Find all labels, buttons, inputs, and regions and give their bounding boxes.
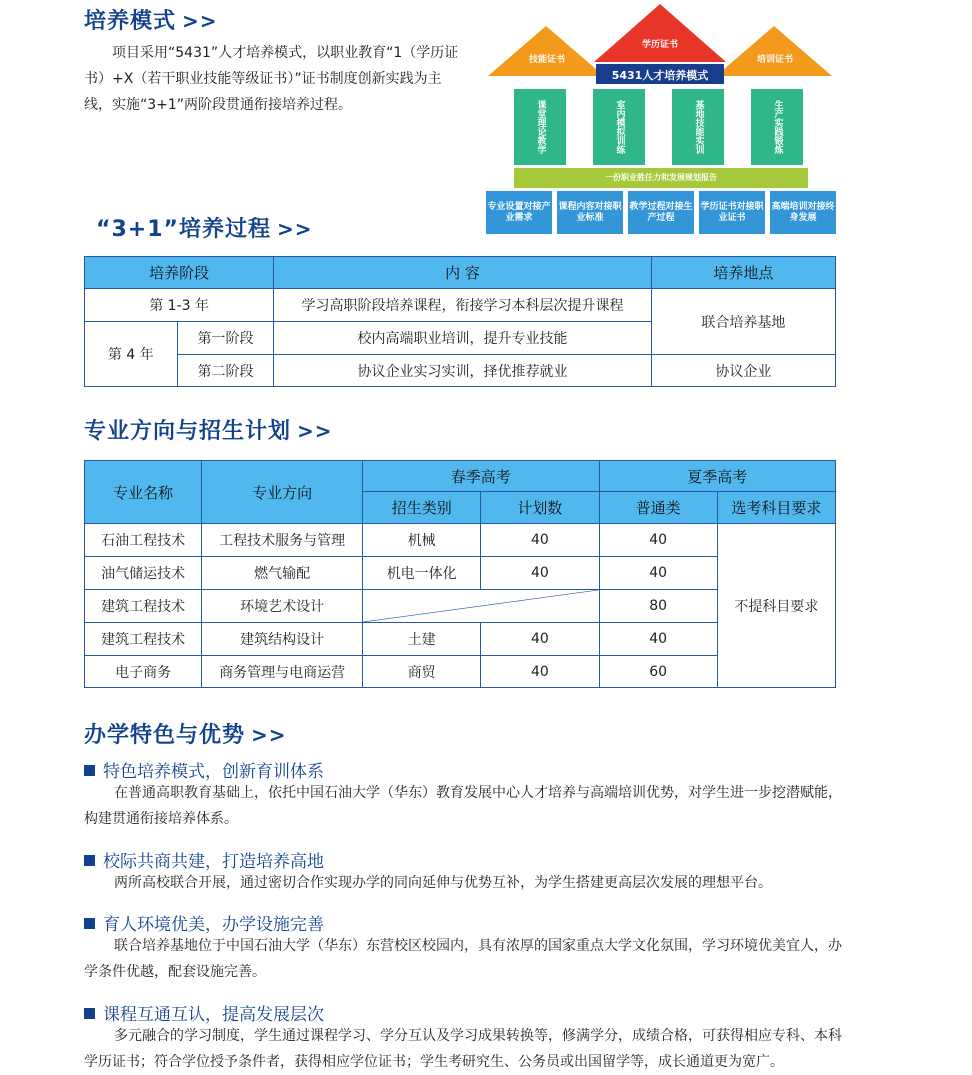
cell-category: 商贸 (363, 656, 481, 688)
header-major: 专业名称 (85, 461, 202, 524)
cell-category: 机电一体化 (363, 557, 481, 590)
cell-major: 电子商务 (85, 656, 202, 688)
title-arrow: >> (297, 419, 333, 443)
training-model-diagram (486, 0, 836, 240)
cell-major: 油气储运技术 (85, 557, 202, 590)
cell-general: 60 (599, 656, 717, 688)
title-text: 专业方向与招生计划 (84, 419, 292, 444)
header-place: 培养地点 (651, 257, 835, 289)
base-box-5: 高端培训对接终身发展 (770, 191, 836, 234)
header-plan: 计划数 (481, 492, 599, 524)
cell-place: 联合培养基地 (651, 289, 835, 355)
square-bullet-icon (84, 855, 95, 866)
cell-general: 80 (599, 590, 717, 623)
base-box-2: 课程内容对接职业标准 (557, 191, 623, 234)
square-bullet-icon (84, 765, 95, 776)
table-row (85, 524, 836, 557)
training-mode-paragraph: 项目采用“5431”人才培养模式，以职业教育“1（学历证书）+X（若干职业技能等级证书）”证书制度创新实践为主线，实施“3+1”两阶段贯通衔接培养过程。 (84, 45, 459, 113)
cell-category: 土建 (363, 623, 481, 656)
section-title-training-mode (84, 4, 218, 35)
title-text: 办学特色与优势 (84, 723, 246, 748)
cell-direction: 环境艺术设计 (202, 590, 363, 623)
cell-subject-req: 不提科目要求 (717, 524, 835, 688)
feature-heading-3 (84, 910, 324, 935)
title-text: “3+1”培养过程 (96, 217, 271, 242)
feature-heading-4 (84, 1000, 324, 1025)
cell-direction: 工程技术服务与管理 (202, 524, 363, 557)
pillar-2: 室内模拟训练 (593, 89, 645, 165)
cell-general: 40 (599, 524, 717, 557)
feature-text-2: 两所高校联合开展，通过密切合作实现办学的同向延伸与优势互补，为学生搭建更高层次发展的理想平台。 (114, 875, 772, 891)
heading-text: 课程互通互认，提高发展层次 (103, 1005, 324, 1025)
roof-right-label: 培训证书 (756, 55, 793, 65)
cell-direction: 商务管理与电商运营 (202, 656, 363, 688)
section-title-features (84, 718, 287, 749)
banner-label: 5431人才培养模式 (611, 69, 709, 82)
title-arrow: >> (276, 217, 313, 241)
cell-general: 40 (599, 623, 717, 656)
cell-plan: 40 (481, 524, 599, 557)
cell-plan: 40 (481, 623, 599, 656)
title-arrow: >> (182, 9, 218, 33)
cell-major: 建筑工程技术 (85, 623, 202, 656)
roof-left-label: 技能证书 (528, 55, 565, 65)
cell-general: 40 (599, 557, 717, 590)
base-box-4: 学历证书对接职业证书 (699, 191, 765, 234)
pillar-4: 生产实践锻炼 (751, 89, 803, 165)
cell-category: 机械 (363, 524, 481, 557)
cell-stage: 第二阶段 (177, 355, 274, 387)
majors-table (84, 460, 836, 688)
cell-content: 协议企业实习实训，择优推荐就业 (274, 355, 651, 387)
cell-plan: 40 (481, 656, 599, 688)
heading-text: 特色培养模式，创新育训体系 (103, 762, 324, 782)
cell-year4: 第 4 年 (85, 322, 178, 387)
cell-empty-diagonal (363, 590, 599, 623)
section-title-majors (84, 414, 333, 445)
roof-center-shape (594, 4, 726, 62)
cell-stage: 第一阶段 (177, 322, 274, 355)
header-category: 招生类别 (363, 492, 481, 524)
heading-text: 校际共商共建，打造培养高地 (103, 852, 324, 872)
pillar-3: 基地技能实训 (672, 89, 724, 165)
feature-heading-1 (84, 757, 324, 782)
square-bullet-icon (84, 1008, 95, 1019)
table-row (85, 355, 836, 387)
beam-label: 一份职业胜任力和发展规划报告 (605, 173, 717, 182)
cell-place: 协议企业 (651, 355, 835, 387)
cell-direction: 建筑结构设计 (202, 623, 363, 656)
roof-right-shape (716, 26, 832, 76)
table-row (85, 289, 836, 322)
cell-direction: 燃气输配 (202, 557, 363, 590)
section-title-training-process (96, 212, 312, 243)
cell-stage: 第 1-3 年 (85, 289, 274, 322)
feature-text-1: 在普通高职教育基础上，依托中国石油大学（华东）教育发展中心人才培养与高端培训优势，对学生进一步挖潜赋能，构建贯通衔接培养体系。 (84, 785, 842, 827)
header-general: 普通类 (599, 492, 717, 524)
base-box-3: 教学过程对接生产过程 (628, 191, 694, 234)
header-stage: 培养阶段 (85, 257, 274, 289)
cell-content: 校内高端职业培训，提升专业技能 (274, 322, 651, 355)
training-process-table (84, 256, 836, 387)
header-direction: 专业方向 (202, 461, 363, 524)
title-text: 培养模式 (84, 9, 177, 34)
cell-plan: 40 (481, 557, 599, 590)
title-arrow: >> (251, 723, 287, 747)
feature-text-3: 联合培养基地位于中国石油大学（华东）东营校区校园内，具有浓厚的国家重点大学文化氛围，学习环境优美宜人，办学条件优越，配套设施完善。 (84, 938, 842, 980)
feature-text-4: 多元融合的学习制度，学生通过课程学习、学分互认及学习成果转换等，修满学分，成绩合格，可获得相应专科、本科学历证书；符合学位授予条件者，获得相应学位证书；学生考研究生、公务员或出国留学等，成长通道更为宽广。 (84, 1028, 842, 1070)
header-summer: 夏季高考 (599, 461, 835, 492)
header-spring: 春季高考 (363, 461, 599, 492)
header-subject: 选考科目要求 (717, 492, 835, 524)
cell-major: 建筑工程技术 (85, 590, 202, 623)
feature-heading-2 (84, 847, 324, 872)
cell-major: 石油工程技术 (85, 524, 202, 557)
cell-content: 学习高职阶段培养课程，衔接学习本科层次提升课程 (274, 289, 651, 322)
header-content: 内 容 (274, 257, 651, 289)
heading-text: 育人环境优美，办学设施完善 (103, 915, 324, 935)
roof-left-shape (488, 26, 604, 76)
base-box-1: 专业设置对接产业需求 (486, 191, 552, 234)
square-bullet-icon (84, 918, 95, 929)
pillar-1: 课堂理论教学 (514, 89, 566, 165)
roof-center-label: 学历证书 (641, 40, 678, 50)
diagonal-line (363, 590, 598, 622)
